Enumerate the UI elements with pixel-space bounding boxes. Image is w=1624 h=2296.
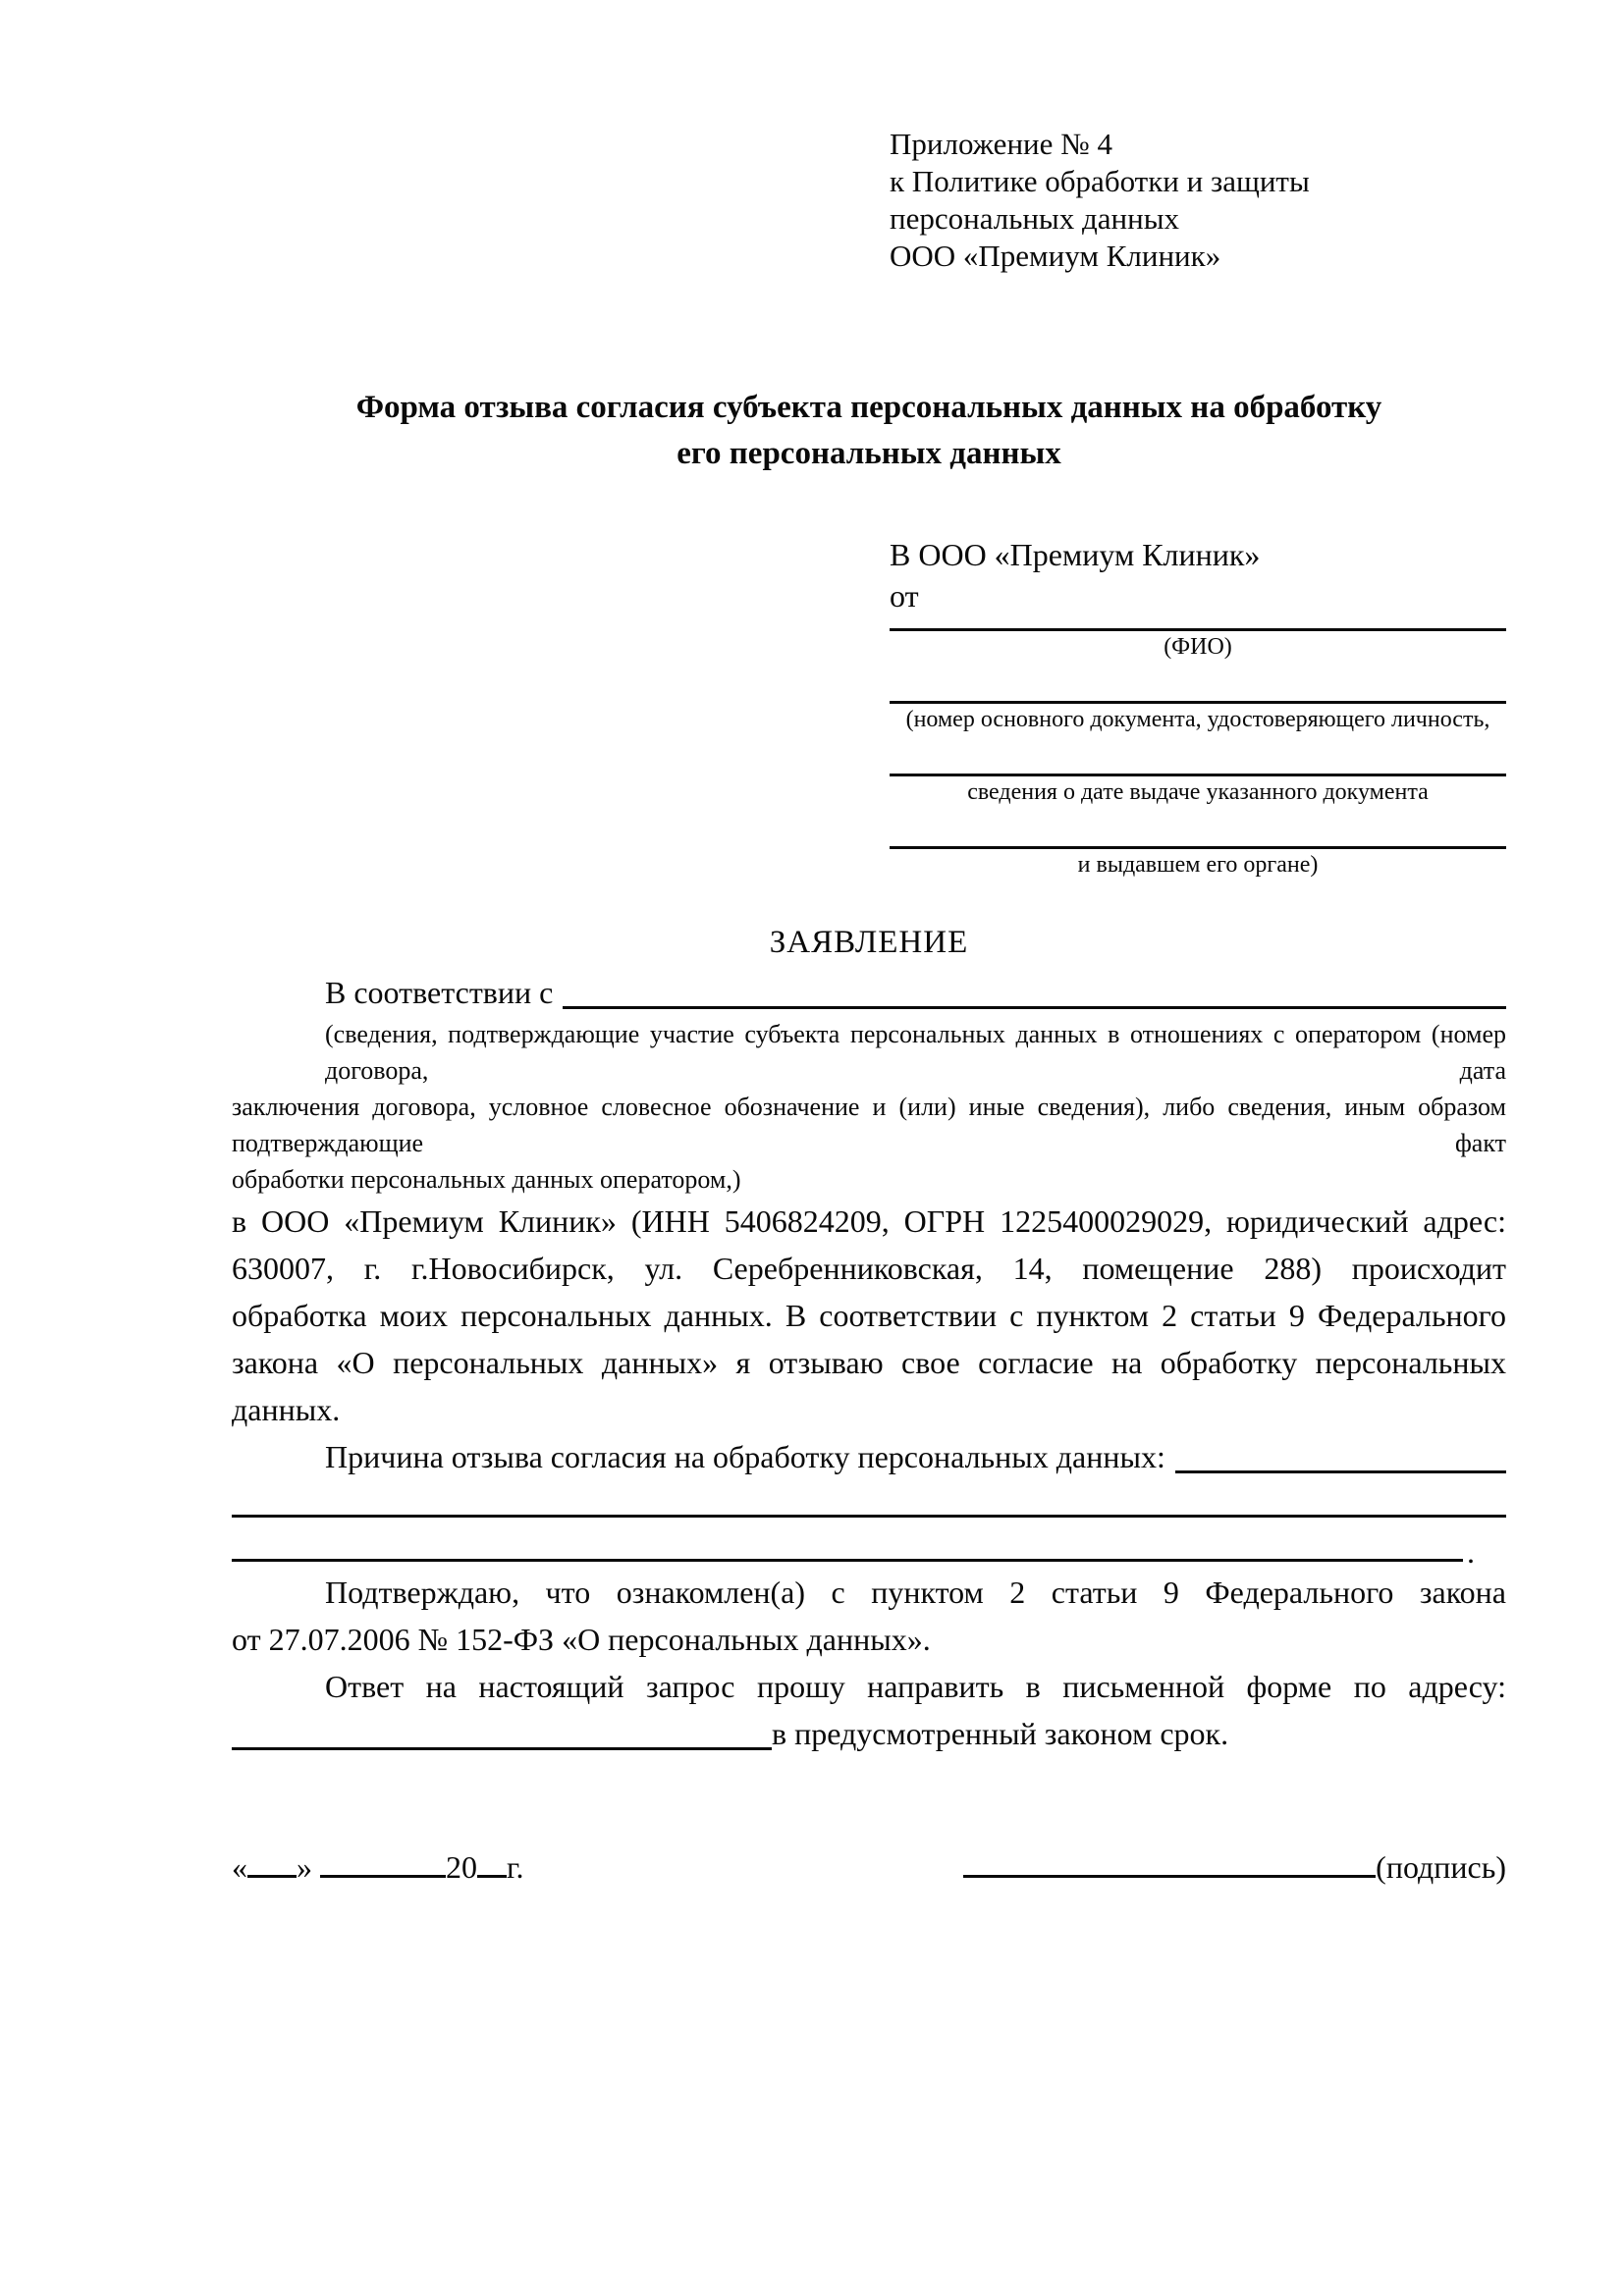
confirmation-paragraph	[232, 1569, 1506, 1663]
body-line: в ООО «Премиум Клиник» (ИНН 5406824209, ОГРН 1225400029029, юридический адрес:	[232, 1203, 1506, 1239]
issuing-authority-fill-line	[890, 809, 1506, 849]
document-number-caption: (номер основного документа, удостоверяющего личность,	[905, 707, 1490, 732]
signature-fill-line	[963, 1873, 1376, 1878]
body-line: обработка моих персональных данных. В соответствии с пунктом 2 статьи 9 Федерального	[232, 1298, 1506, 1333]
explanation-note	[232, 1016, 1506, 1198]
response-lead: Ответ на настоящий запрос прошу направить в письменной форме по адресу:	[325, 1669, 1506, 1704]
fio-fill-line	[890, 616, 1506, 631]
reason-end-mark: .	[1467, 1534, 1475, 1570]
date-template	[232, 1845, 524, 1889]
appendix-note-line: Приложение № 4	[890, 127, 1112, 161]
response-paragraph	[232, 1663, 1506, 1757]
addressee-organization: В ООО «Премиум Клиник»	[890, 537, 1261, 572]
reason-blank-row	[232, 1480, 1506, 1524]
year-prefix: 20	[446, 1849, 477, 1885]
signature-caption: (подпись)	[1376, 1849, 1506, 1885]
date-close-quote: »	[297, 1849, 312, 1885]
date-open-quote: «	[232, 1849, 247, 1885]
fio-caption: (ФИО)	[1164, 634, 1232, 660]
addressee-block	[890, 534, 1506, 881]
page-title-line: Форма отзыва согласия субъекта персональных данных на обработку	[355, 390, 1382, 425]
reason-blank-row	[232, 1524, 1506, 1569]
reason-line	[232, 1433, 1506, 1480]
date-signature-row	[232, 1845, 1506, 1889]
reason-fill-line-2	[232, 1515, 1506, 1518]
document-number-fill-line	[890, 664, 1506, 704]
confirmation-line: Подтверждаю, что ознакомлен(а) с пунктом 2 статьи 9 Федерального закона	[325, 1575, 1506, 1610]
explanation-line: заключения договора, условное словесное обозначение и (или) иные сведения), либо сведения, иным образом подтверждающие факт	[232, 1093, 1506, 1157]
body-line: данных.	[232, 1392, 341, 1427]
page-title-line: его персональных данных	[677, 436, 1061, 471]
intro-line	[232, 969, 1506, 1016]
page-title	[232, 385, 1506, 477]
issuing-authority-caption: и выдавшем его органе)	[1077, 852, 1319, 878]
reason-lead: Причина отзыва согласия на обработку персональных данных:	[325, 1439, 1165, 1474]
statement-heading: ЗАЯВЛЕНИЕ	[769, 925, 969, 960]
intro-lead: В соответствии с	[325, 975, 554, 1010]
confirmation-line: от 27.07.2006 № 152-ФЗ «О персональных данных».	[232, 1622, 931, 1657]
body-line: 630007, г. г.Новосибирск, ул. Серебренниковская, 14, помещение 288) происходит	[232, 1251, 1506, 1286]
body-line: закона «О персональных данных» я отзываю свое согласие на обработку персональных	[232, 1345, 1506, 1380]
year-suffix: г.	[507, 1849, 524, 1885]
basis-fill-line	[563, 1006, 1506, 1009]
appendix-note-line: персональных данных	[890, 201, 1180, 236]
signature-group	[963, 1845, 1506, 1889]
issue-date-fill-line	[890, 736, 1506, 776]
explanation-line: обработки персональных данных оператором,)	[232, 1165, 741, 1194]
response-address-line	[232, 1710, 1506, 1757]
addressee-from-label: от	[890, 578, 919, 614]
year-fill-line	[477, 1873, 507, 1878]
appendix-note-line: ООО «Премиум Клиник»	[890, 239, 1221, 273]
address-fill-line	[232, 1747, 772, 1750]
explanation-line: (сведения, подтверждающие участие субъекта персональных данных в отношениях с оператором (номер договора, дата	[325, 1020, 1506, 1085]
appendix-note	[890, 126, 1506, 275]
reason-fill-line	[1175, 1470, 1506, 1473]
appendix-note-line: к Политике обработки и защиты	[890, 164, 1310, 198]
body-paragraph	[232, 1198, 1506, 1433]
reason-fill-line-3	[232, 1559, 1463, 1562]
issue-date-caption: сведения о дате выдаче указанного документа	[967, 779, 1429, 805]
month-fill-line	[320, 1873, 446, 1878]
response-tail: в предусмотренный законом срок.	[772, 1716, 1229, 1751]
day-fill-line	[247, 1873, 297, 1878]
